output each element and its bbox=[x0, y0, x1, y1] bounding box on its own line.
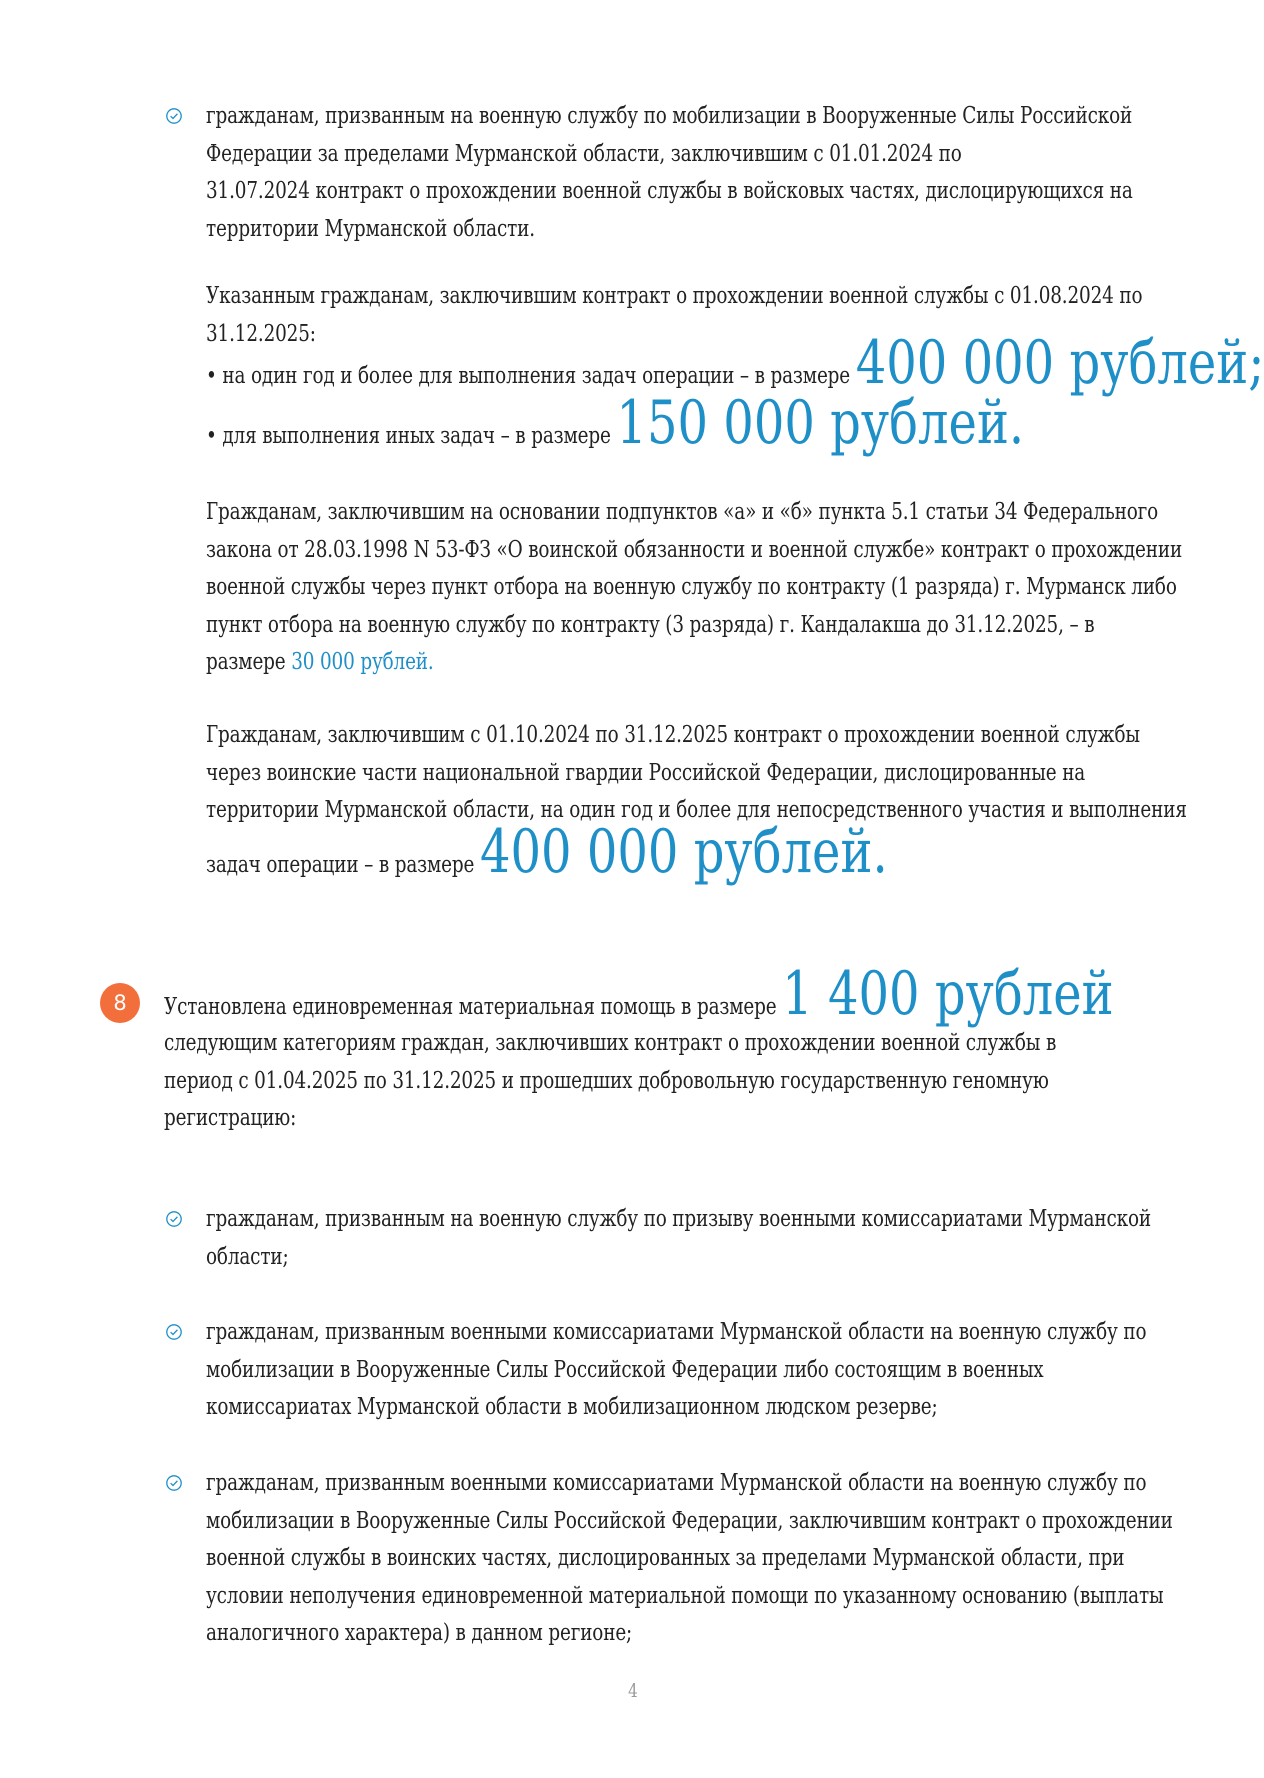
text-line: Установлена единовременная материальная помощь в размере bbox=[164, 994, 783, 1020]
check-circle-icon bbox=[165, 1474, 183, 1492]
text-line: области; bbox=[206, 1243, 289, 1270]
text-line: следующим категориям граждан, заключивших контракт о прохождении военной службы в bbox=[164, 1030, 1057, 1056]
page-number: 4 bbox=[628, 1680, 638, 1702]
list-item bbox=[206, 1201, 1166, 1276]
section-intro-body bbox=[164, 1025, 1124, 1138]
amount-highlight: 400 000 рублей; bbox=[855, 328, 1264, 398]
text-line: Указанным гражданам, заключившим контракт о прохождении военной службы с 01.08.2024 по bbox=[206, 283, 1143, 309]
amount-highlight: 30 000 рублей. bbox=[291, 649, 434, 675]
text-line: комиссариатах Мурманской области в мобилизационном людском резерве; bbox=[206, 1394, 938, 1420]
list-item bbox=[206, 1465, 1173, 1653]
amount-highlight: 150 000 рублей. bbox=[616, 388, 1025, 458]
list-item bbox=[206, 1314, 1166, 1427]
text-line: регистрацию: bbox=[164, 1105, 297, 1131]
text-line: Гражданам, заключившим с 01.10.2024 по 31.12.2025 контракт о прохождении военной службы bbox=[206, 722, 1140, 748]
text-line: гражданам, призванным на военную службу по мобилизации в Вооруженные Силы Российской bbox=[206, 103, 1133, 129]
text-line: период с 01.04.2025 по 31.12.2025 и прошедших добровольную государственную геномную bbox=[164, 1067, 1049, 1094]
paragraph bbox=[206, 494, 1183, 682]
list-item bbox=[206, 98, 1166, 248]
bullet-text: • для выполнения иных задач – в размере bbox=[206, 423, 617, 449]
amount-highlight: 400 000 рублей. bbox=[479, 817, 888, 887]
text-line: аналогичного характера) в данном регионе; bbox=[206, 1620, 633, 1646]
text-line: гражданам, призванным военными комиссариатами Мурманской области на военную службу по bbox=[206, 1319, 1147, 1345]
text-line: через воинские части национальной гвардии Российской Федерации, дислоцированные на bbox=[206, 759, 1086, 786]
amount-highlight: 1 400 рублей bbox=[782, 959, 1114, 1029]
text-line: размере bbox=[206, 649, 292, 675]
text-line: мобилизации в Вооруженные Силы Российской Федерации, заключившим контракт о прохождении bbox=[206, 1507, 1173, 1534]
bullet-text: • на один год и более для выполнения задач операции – в размере bbox=[206, 363, 856, 389]
section-intro bbox=[164, 959, 1124, 1029]
text-line: пункт отбора на военную службу по контракту (3 разряда) г. Кандалакша до 31.12.2025, – в bbox=[206, 611, 1095, 638]
paragraph bbox=[206, 717, 1187, 830]
text-line: условии неполучения единовременной материальной помощи по указанному основанию (выплаты bbox=[206, 1582, 1164, 1609]
check-circle-icon bbox=[165, 107, 183, 125]
check-circle-icon bbox=[165, 1323, 183, 1341]
text-line: закона от 28.03.1998 N 53-ФЗ «О воинской обязанности и военной службе» контракт о прохождении bbox=[206, 536, 1183, 563]
text-line: гражданам, призванным военными комиссариатами Мурманской области на военную службу по bbox=[206, 1470, 1147, 1496]
text-line: 31.07.2024 контракт о прохождении военной службы в войсковых частях, дислоцирующихся на bbox=[206, 178, 1133, 204]
text-line: военной службы в воинских частях, дислоцированных за пределами Мурманской области, при bbox=[206, 1545, 1125, 1571]
text-line: Гражданам, заключившим на основании подпунктов «а» и «б» пункта 5.1 статьи 34 Федерального bbox=[206, 499, 1159, 525]
amount-bullet bbox=[206, 388, 1166, 458]
text-line: мобилизации в Вооруженные Силы Российской Федерации либо состоящим в военных bbox=[206, 1356, 1044, 1383]
text-line: Федерации за пределами Мурманской области, заключившим с 01.01.2024 по bbox=[206, 140, 962, 167]
section-number-badge: 8 bbox=[100, 983, 140, 1023]
text-line: 31.12.2025: bbox=[206, 320, 316, 347]
text-line: гражданам, призванным на военную службу по призыву военными комиссариатами Мурманской bbox=[206, 1206, 1151, 1232]
text-line: территории Мурманской области. bbox=[206, 215, 535, 242]
text-line: территории Мурманской области, на один год и более для непосредственного участия и выполнения bbox=[206, 797, 1187, 823]
amount-line bbox=[206, 817, 1166, 887]
text-line: военной службы через пункт отбора на военную службу по контракту (1 разряда) г. Мурманск либо bbox=[206, 574, 1177, 600]
text-line: задач операции – в размере bbox=[206, 852, 480, 878]
check-circle-icon bbox=[165, 1210, 183, 1228]
